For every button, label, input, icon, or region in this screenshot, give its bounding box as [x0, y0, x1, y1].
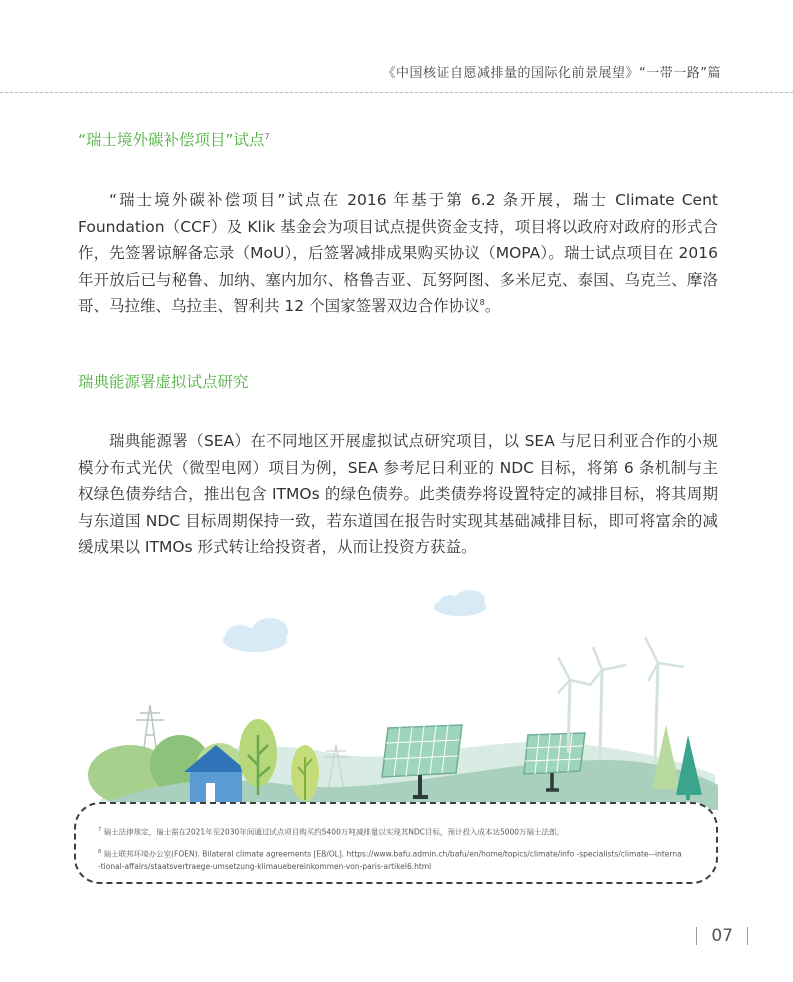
- section-heading-swiss: [78, 128, 270, 150]
- page-number-divider: [747, 927, 748, 945]
- wind-turbine-icon: [590, 647, 626, 757]
- header-title: 《中国核证自愿减排量的国际化前景展望》“一带一路”篇: [382, 66, 721, 81]
- footnote-number: 7: [98, 827, 102, 833]
- cloud-icon: [223, 618, 288, 652]
- page-number-divider: [696, 927, 697, 945]
- page-number-text: 07: [711, 926, 733, 946]
- section-heading-text: “瑞士境外碳补偿项目”试点: [78, 131, 265, 149]
- footnotes-box: [74, 802, 718, 884]
- paragraph-text: “瑞士境外碳补偿项目”试点在 2016 年基于第 6.2 条开展，瑞士 Climate Cent Foundation（CCF）及 Klik 基金会为项目试点提供资金支持，项目将以政府对政府的形式合作，先签署谅解备忘录（MoU），后签署减排成果购买协议（MOPA）。瑞士试点项目在 2016 年开放后已与秘鲁、加纳、塞内加尔、格鲁吉亚、瓦努阿图、多米尼克、泰国、乌克兰、摩洛哥、马拉维、乌拉圭、智利共 12 个国家签署双边合作协议: [78, 191, 718, 316]
- footnote-ref-7[interactable]: 7: [264, 131, 270, 141]
- footnote-text-line1[interactable]: 瑞士联邦环境办公室(FOEN). Bilateral climate agreements [EB/OL]. https://www.bafu.admin.ch/bafu/en/home/topics/climate/info -specialists/climate-–interna: [103, 849, 682, 859]
- footnote-ref-8[interactable]: 8: [479, 298, 485, 308]
- footnote-8: [98, 846, 698, 873]
- page-number: [696, 926, 748, 946]
- footnote-text-line2[interactable]: -tional-affairs/staatsvertraege-umsetzung-klimauebereinkommen-von-paris-artikel6.html: [98, 861, 432, 871]
- green-energy-illustration: [70, 585, 720, 810]
- footnote-text: 瑞士法律规定，瑞士需在2021年至2030年间通过试点项目购买约5400万吨减排量以实现其NDC目标，预计投入成本达5000万瑞士法郎。: [103, 827, 565, 837]
- footnote-number: 8: [98, 849, 102, 855]
- tree-icon: [291, 745, 319, 801]
- paragraph-end: 。: [484, 297, 501, 316]
- paragraph-swiss: [78, 187, 718, 320]
- header-divider: [0, 92, 793, 93]
- cloud-icon: [434, 590, 486, 616]
- footnote-7: [98, 824, 698, 839]
- section-heading-swedish: 瑞典能源署虚拟试点研究: [78, 373, 249, 391]
- paragraph-swedish: 瑞典能源署（SEA）在不同地区开展虚拟试点研究项目，以 SEA 与尼日利亚合作的小规模分布式光伏（微型电网）项目为例，SEA 参考尼日利亚的 NDC 目标，将第 6 条机制与主权绿色债券结合，推出包含 ITMOs 的绿色债券。此类债券将设置特定的减排目标，将其周期与东道国 NDC 目标周期保持一致，若东道国在报告时实现其基础减排目标，即可将富余的减缓成果以 ITMOs 形式转让给投资者，从而让投资方获益。: [78, 432, 718, 557]
